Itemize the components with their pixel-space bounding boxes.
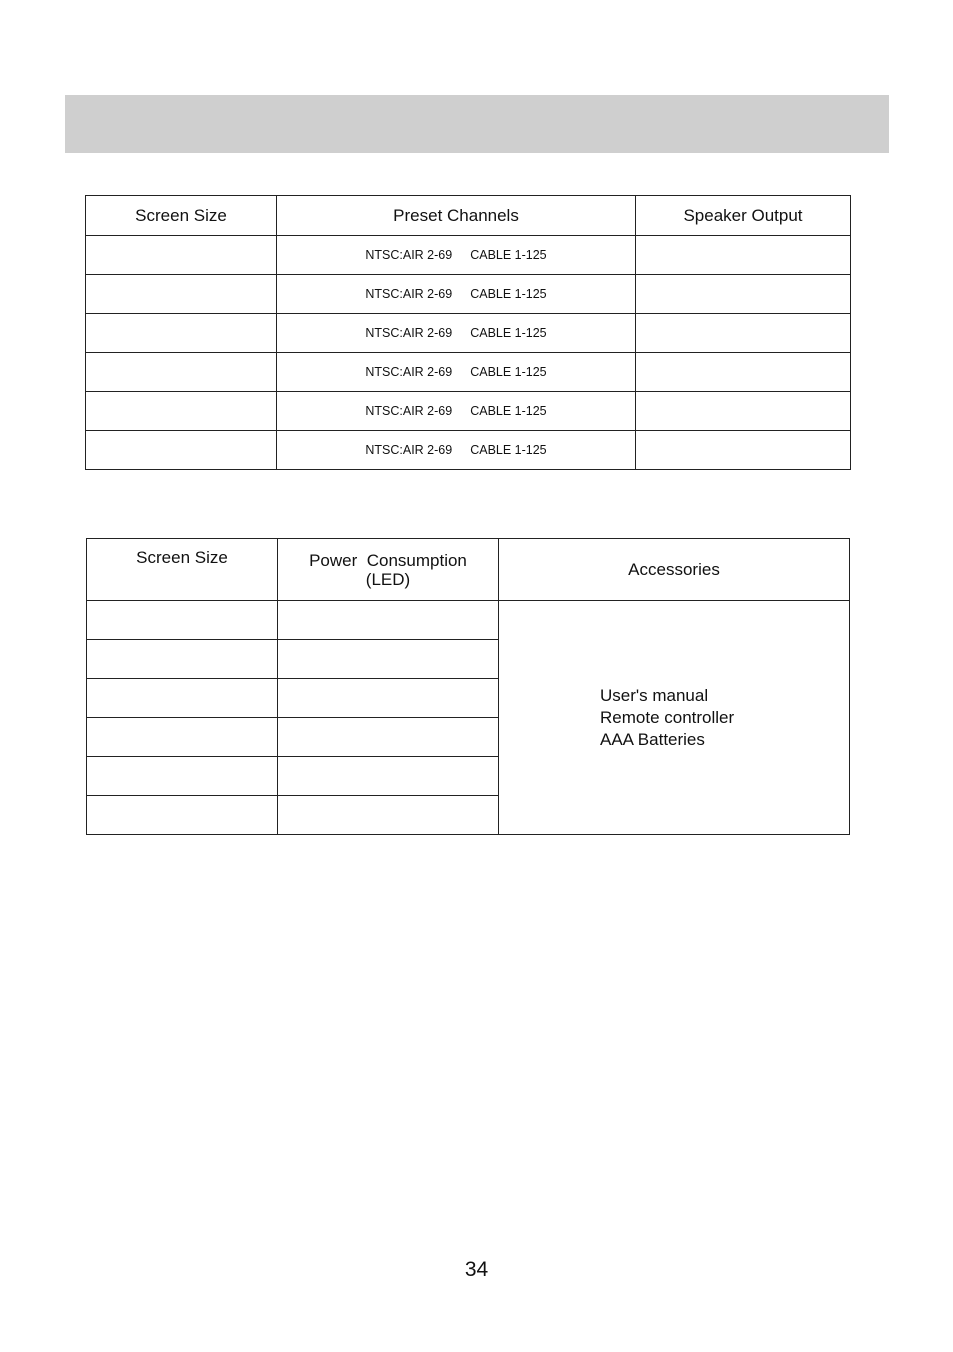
screen-size-cell [87,640,278,679]
page-number: 34 [464,1258,489,1281]
preset-channels-cell [277,353,636,392]
screen-size-cell [86,275,277,314]
screen-size-cell [87,679,278,718]
screen-size-cell [87,796,278,835]
screen-size-cell [86,353,277,392]
speaker-output-cell [636,431,851,470]
speaker-output-cell [636,392,851,431]
cable-channels: CABLE 1-125 [470,443,547,457]
cable-channels: CABLE 1-125 [470,287,547,301]
accessories-table-row [87,601,850,640]
screen-size-cell [87,718,278,757]
power-consumption-cell [278,718,499,757]
screen-size-cell [87,601,278,640]
preset-channels-cell [277,431,636,470]
header-accessories: Accessories [499,539,850,601]
air-channels: NTSC:AIR 2-69 [365,365,453,379]
spec-table-row [86,392,851,431]
accessories-cell [499,601,850,835]
accessories-table [86,538,850,835]
cable-channels: CABLE 1-125 [470,365,547,379]
header-screen-size [87,539,278,601]
header-screen-size: Screen Size [86,196,277,236]
spec-table [85,195,851,470]
spec-table-row [86,431,851,470]
preset-channels-cell [277,236,636,275]
air-channels: NTSC:AIR 2-69 [365,248,453,262]
air-channels: NTSC:AIR 2-69 [365,443,453,457]
screen-size-cell [86,236,277,275]
power-consumption-cell [278,679,499,718]
power-consumption-cell [278,640,499,679]
spec-table-row [86,275,851,314]
header-power-line2: (LED) [365,569,411,589]
accessory-item: User's manual [600,685,709,705]
accessories-list [600,685,849,751]
preset-channels-cell [277,392,636,431]
cable-channels: CABLE 1-125 [470,404,547,418]
preset-channels-cell [277,275,636,314]
screen-size-cell [86,431,277,470]
header-preset-channels: Preset Channels [277,196,636,236]
header-power-line1: Power Consumption [309,550,467,570]
header-speaker-output: Speaker Output [636,196,851,236]
speaker-output-cell [636,353,851,392]
speaker-output-cell [636,236,851,275]
header-screen-size-label: Screen Size [136,548,228,567]
accessory-item: AAA Batteries [600,729,705,749]
speaker-output-cell [636,314,851,353]
screen-size-cell [86,314,277,353]
preset-channels-cell [277,314,636,353]
screen-size-cell [86,392,277,431]
cable-channels: CABLE 1-125 [470,248,547,262]
section-header-bar [65,95,889,153]
accessories-table-header-row [87,539,850,601]
air-channels: NTSC:AIR 2-69 [365,326,453,340]
power-consumption-cell [278,601,499,640]
spec-table-row [86,353,851,392]
speaker-output-cell [636,275,851,314]
spec-table-header-row [86,196,851,236]
spec-table-row [86,236,851,275]
air-channels: NTSC:AIR 2-69 [365,287,453,301]
cable-channels: CABLE 1-125 [470,326,547,340]
power-consumption-cell [278,796,499,835]
spec-table-row [86,314,851,353]
header-power-consumption [278,539,499,601]
power-consumption-cell [278,757,499,796]
accessory-item: Remote controller [600,707,735,727]
air-channels: NTSC:AIR 2-69 [365,404,453,418]
screen-size-cell [87,757,278,796]
